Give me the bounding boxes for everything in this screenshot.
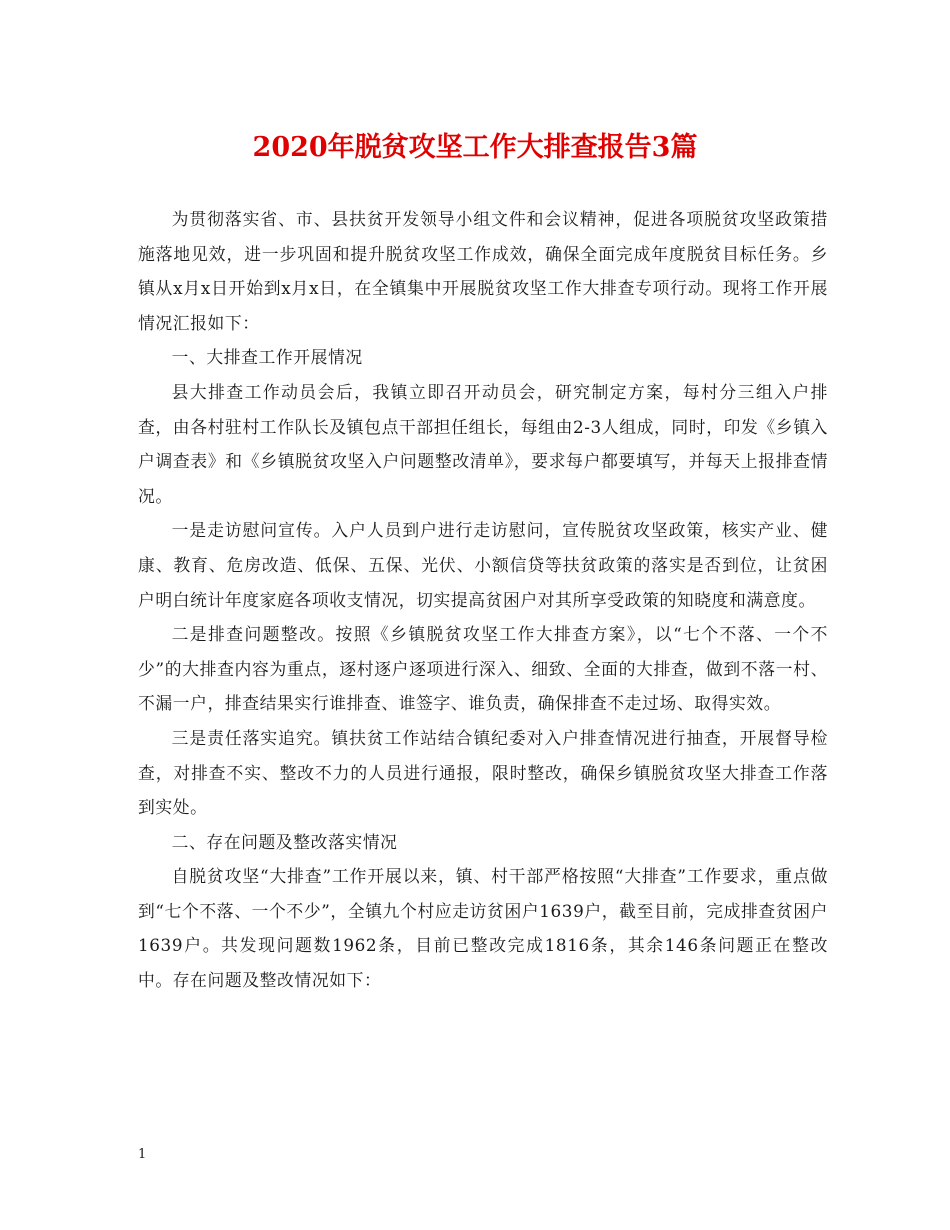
- paragraph-visit: 一是走访慰问宣传。入户人员到户进行走访慰问，宣传脱贫攻坚政策，核实产业、健康、教育、危房改造、低保、五保、光伏、小额信贷等扶贫政策的落实是否到位，让贫困户明白统计年度家庭各项收支情况，切实提高贫困户对其所享受政策的知晓度和满意度。: [138, 520, 828, 610]
- paragraph-intro: 为贯彻落实省、市、县扶贫开发领导小组文件和会议精神，促进各项脱贫攻坚政策措施落地见效，进一步巩固和提升脱贫攻坚工作成效，确保全面完成年度脱贫目标任务。乡镇从x月x日开始到x月x日，在全镇集中开展脱贫攻坚工作大排查专项行动。现将工作开展情况汇报如下：: [138, 209, 828, 333]
- paragraph-responsibility: 三是责任落实追究。镇扶贫工作站结合镇纪委对入户排查情况进行抽查，开展督导检查，对排查不实、整改不力的人员进行通报，限时整改，确保乡镇脱贫攻坚大排查工作落到实处。: [138, 727, 828, 818]
- section-heading-1: 一、大排查工作开展情况: [171, 347, 363, 368]
- page-number: 1: [138, 1147, 147, 1162]
- section-heading-2: 二、存在问题及整改落实情况: [171, 831, 398, 852]
- paragraph-investigation: 二是排查问题整改。按照《乡镇脱贫攻坚工作大排查方案》，以“七个不落、一个不少”的大排查内容为重点，逐村逐户逐项进行深入、细致、全面的大排查，做到不落一村、不漏一户，排查结果实行谁排查、谁签字、谁负责，确保排查不走过场、取得实效。: [138, 624, 828, 714]
- document-title: 2020年脱贫攻坚工作大排查报告3篇: [252, 132, 698, 163]
- document-body: [138, 202, 828, 998]
- paragraph-problems: 自脱贫攻坚“大排查”工作开展以来，镇、村干部严格按照“大排查”工作要求，重点做到“七个不落、一个不少”，全镇九个村应走访贫困户1639户，截至目前，完成排查贫困户1639户。共发现问题数1962条，目前已整改完成1816条，其余146条问题正在整改中。存在问题及整改情况如下：: [138, 866, 828, 991]
- paragraph-mobilization: 县大排查工作动员会后，我镇立即召开动员会，研究制定方案，每村分三组入户排查，由各村驻村工作队长及镇包点干部担任组长，每组由2-3人组成，同时，印发《乡镇入户调查表》和《乡镇脱贫攻坚入户问题整改清单》，要求每户都要填写，并每天上报排查情况。: [138, 381, 828, 506]
